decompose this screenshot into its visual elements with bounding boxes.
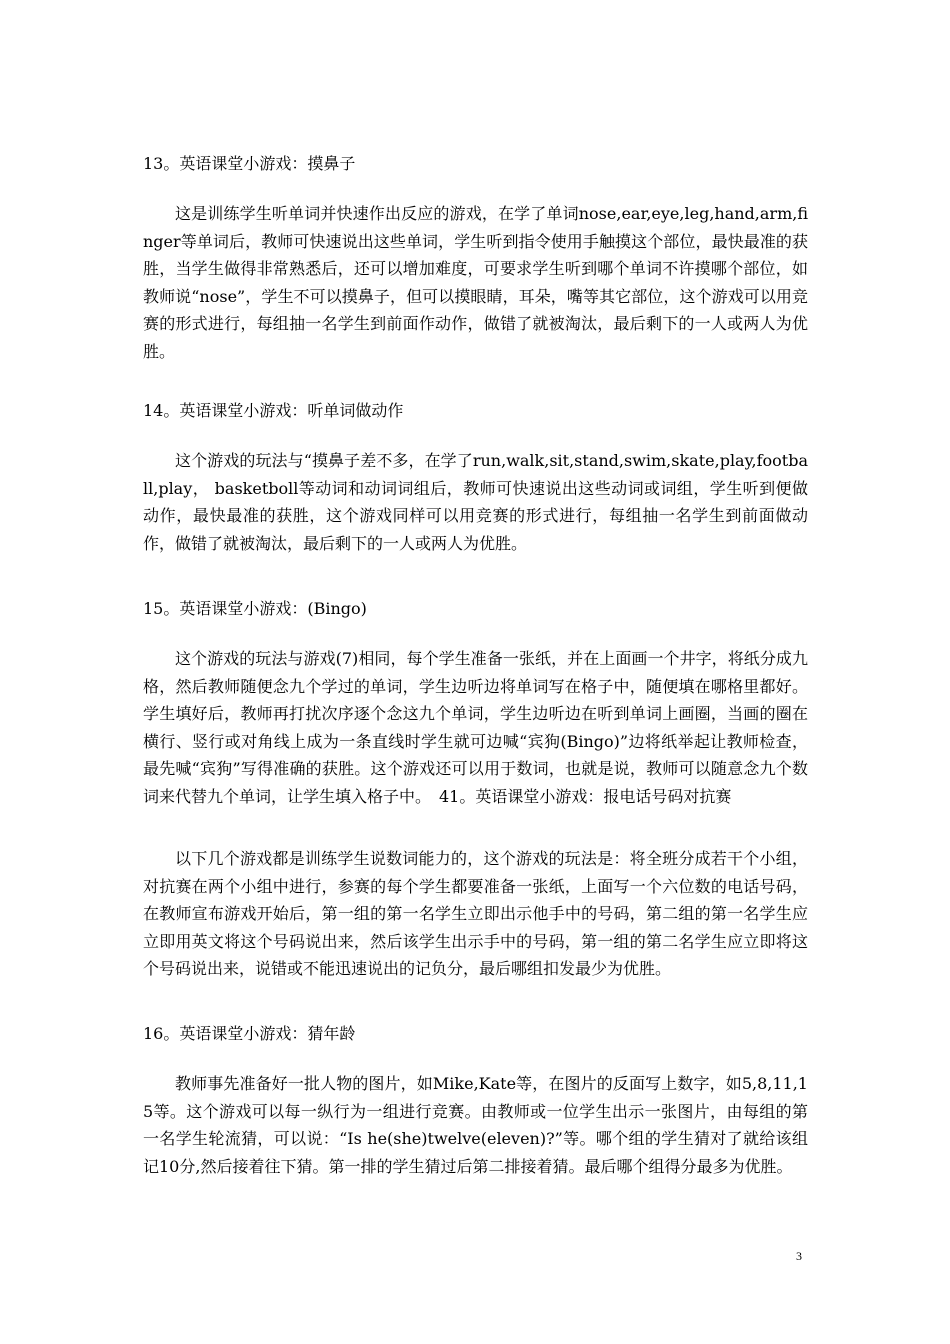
section-14-paragraph: 这个游戏的玩法与“摸鼻子差不多，在学了run,walk,sit,stand,swim,skate,play,football,play， basketboll等动词和动词词组后，教师可快速说出这些动词或词组，学生听到便做动作，最快最准的获胜，这个游戏同样可以用竞赛的形式进行，每组抽一名学生到前面做动作，做错了就被淘汰，最后剩下的一人或两人为优胜。 [143,451,808,553]
page-number: 3 [796,1249,802,1263]
section-13-paragraph: 这是训练学生听单词并快速作出反应的游戏，在学了单词nose,ear,eye,leg,hand,arm,finger等单词后，教师可快速说出这些单词，学生听到指令使用手触摸这个部位，最快最准的获胜，当学生做得非常熟悉后，还可以增加难度，可要求学生听到哪个单词不许摸哪个部位，如教师说“nose”，学生不可以摸鼻子，但可以摸眼睛，耳朵，嘴等其它部位，这个游戏可以用竞赛的形式进行，每组抽一名学生到前面作动作，做错了就被淘汰，最后剩下的一人或两人为优胜。 [143,204,808,361]
section-15-paragraph: 这个游戏的玩法与游戏(7)相同，每个学生准备一张纸，并在上面画一个井字，将纸分成九格，然后教师随便念九个学过的单词，学生边听边将单词写在格子中，随便填在哪格里都好。学生填好后，教师再打扰次序逐个念这九个单词，学生边听边在听到单词上画圈，当画的圈在横行、竖行或对角线上成为一条直线时学生就可边喊“宾狗(Bingo)”边将纸举起让教师检查，最先喊“宾狗”写得准确的获胜。这个游戏还可以用于数词，也就是说，教师可以随意念九个数词来代替九个单词，让学生填入格子中。 41。英语课堂小游戏：报电话号码对抗赛 [143,649,808,806]
section-15-heading: 15。英语课堂小游戏：(Bingo) [143,599,367,618]
section-16-paragraph: 教师事先准备好一批人物的图片，如Mike,Kate等，在图片的反面写上数字，如5,8,11,15等。这个游戏可以每一纵行为一组进行竞赛。由教师或一位学生出示一张图片，由每组的第一名学生轮流猜，可以说：“Is he(she)twelve(eleven)?”等。哪个组的学生猜对了就给该组记10分,然后接着往下猜。第一排的学生猜过后第二排接着猜。最后哪个组得分最多为优胜。 [143,1074,808,1176]
section-13-heading: 13。英语课堂小游戏：摸鼻子 [143,154,356,173]
phone-number-game-paragraph: 以下几个游戏都是训练学生说数词能力的，这个游戏的玩法是：将全班分成若干个小组，对抗赛在两个小组中进行，参赛的每个学生都要准备一张纸，上面写一个六位数的电话号码，在教师宣布游戏开始后，第一组的第一名学生立即出示他手中的号码，第二组的第一名学生应立即用英文将这个号码说出来，然后该学生出示手中的号码，第一组的第二名学生应立即将这个号码说出来，说错或不能迅速说出的记负分，最后哪组扣发最少为优胜。 [143,849,808,978]
section-14-heading: 14。英语课堂小游戏：听单词做动作 [143,401,404,420]
section-16-heading: 16。英语课堂小游戏：猜年龄 [143,1024,356,1043]
